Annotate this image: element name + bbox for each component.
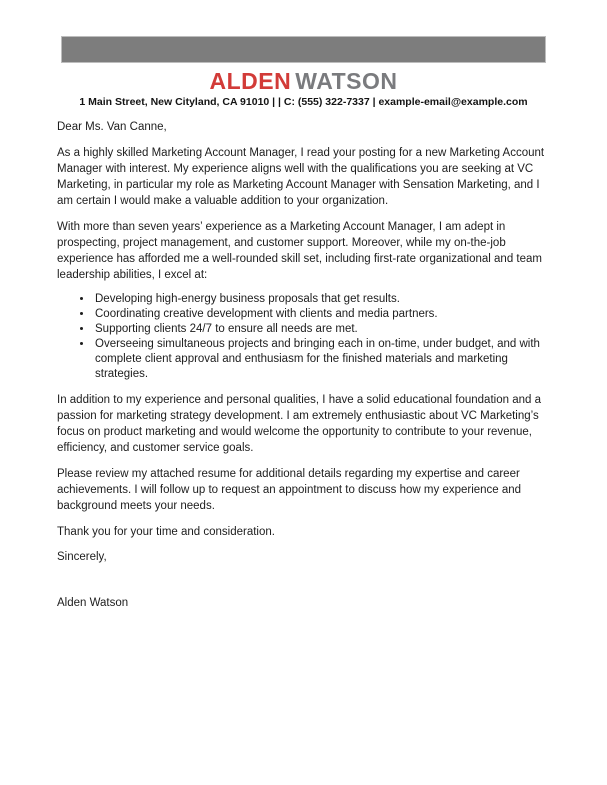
- last-name: WATSON: [295, 68, 398, 94]
- bullet-item: • Coordinating creative development with clients and media partners.: [93, 307, 550, 322]
- salutation: Dear Ms. Van Canne,: [57, 121, 167, 133]
- paragraph-education: In addition to my experience and personal qualities, I have a solid educational foundation and a passion for marketing strategy development. I am extremely enthusiastic about VC Marketing’s focus on product marketing and would welcome the opportunity to contribute to your revenue, efficiency, and customer service goals.: [57, 394, 541, 454]
- page-title: [0, 68, 607, 94]
- paragraph-thanks: Thank you for your time and consideration.: [57, 526, 275, 538]
- paragraph-experience: With more than seven years’ experience as a Marketing Account Manager, I am adept in prospecting, project management, and customer support. Moreover, while my on-the-job experience has afforded me a well-rounded skill set, including first-rate organizational and team leadership abilities, I excel at:: [57, 221, 542, 281]
- valediction: Sincerely,: [57, 551, 107, 563]
- signature-name: Alden Watson: [57, 597, 129, 609]
- first-name: ALDEN: [209, 68, 292, 94]
- skills-bullet-list: [57, 292, 550, 382]
- letter-body: [57, 119, 550, 611]
- bullet-item: • Overseeing simultaneous projects and bringing each in on-time, under budget, and with complete client approval and enthusiasm for the finished materials and marketing strategies.: [93, 337, 550, 382]
- contact-info: 1 Main Street, New Cityland, CA 91010 | | C: (555) 322-7337 | example-email@example.com: [79, 96, 528, 108]
- paragraph-intro: As a highly skilled Marketing Account Manager, I read your posting for a new Marketing Account Manager with interest. My experience aligns well with the qualifications you are seeking at VC Marketing, in particular my role as Marketing Account Manager with Sensation Marketing, and I am certain I would make a valuable addition to your organization.: [57, 147, 545, 207]
- paragraph-followup: Please review my attached resume for additional details regarding my expertise and career achievements. I will follow up to request an appointment to discuss how my experience and background meets your needs.: [57, 468, 522, 512]
- bullet-item: • Developing high-energy business proposals that get results.: [93, 292, 550, 307]
- header-divider-bar: [61, 36, 546, 63]
- bullet-item: • Supporting clients 24/7 to ensure all needs are met.: [93, 322, 550, 337]
